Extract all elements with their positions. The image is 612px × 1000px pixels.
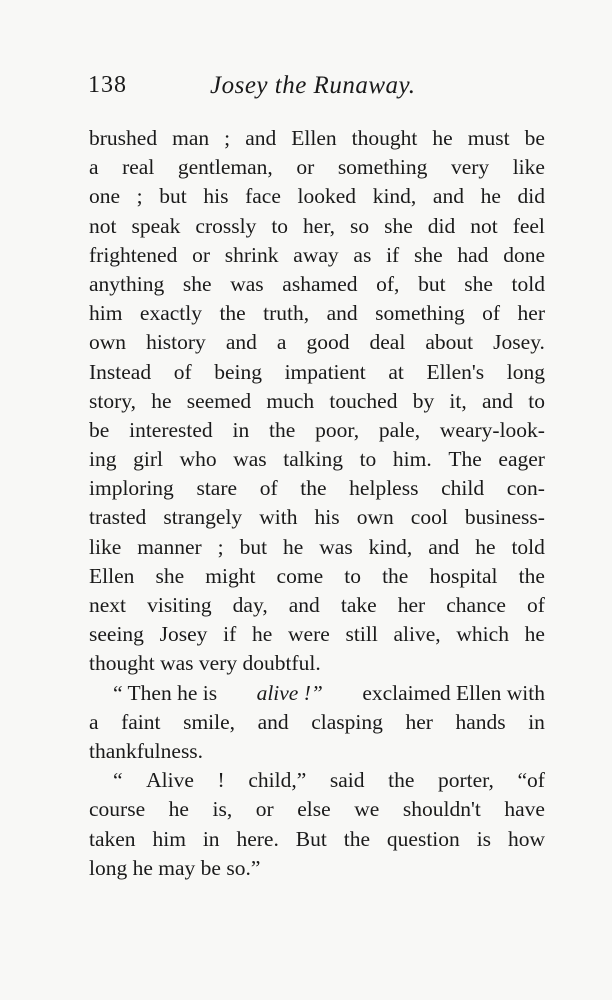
word: like [89,534,122,559]
word: stare [196,476,238,501]
word: which [456,622,509,647]
word: her [405,709,433,734]
word: hospital [429,563,498,588]
text-line [89,825,545,854]
text-line [89,533,545,562]
word: his [314,505,340,530]
word: must [467,126,510,150]
word: ; [136,184,143,209]
word: still [345,622,378,647]
word: a [89,155,99,180]
word: and [481,388,513,413]
word: is, [212,797,233,822]
text-line [89,766,545,795]
word: Josey. [493,330,545,355]
word: and [225,330,257,355]
word: or [192,242,211,267]
word: manner [137,534,202,559]
word: good [306,330,350,355]
word: truth, [263,301,310,326]
word: her, [303,213,335,238]
word: or [255,797,274,822]
word: the [219,301,246,326]
word: man [172,126,210,150]
word: and [245,126,277,150]
word: thought [351,126,418,150]
text-line [89,387,545,416]
word: and [257,709,289,734]
word: the [382,563,409,588]
text-line [89,270,545,299]
word: was [233,447,267,472]
word: in [528,709,545,734]
word: not [89,213,117,238]
word: gentleman, [177,155,273,180]
emphasis-text: alive !” [256,680,323,705]
page-number: 138 [88,72,127,98]
word: Ellen [291,126,337,150]
word: she [182,271,212,296]
word: interested [129,417,213,442]
text-line [89,474,545,503]
word: him. [392,447,432,472]
word: and [326,301,358,326]
word: anything [89,271,165,296]
word: of [482,301,501,326]
word: have [504,797,545,822]
word: to [528,388,545,413]
word: real [122,155,155,180]
word: of, [376,271,400,296]
word: come [276,563,324,588]
page-header [88,72,548,106]
word: Josey [159,622,208,647]
word: had [457,242,489,267]
word: he [168,797,189,822]
word: ing [89,447,117,472]
word: next [89,593,127,617]
text-line [89,445,545,474]
word: done [503,242,545,267]
word: was [319,534,353,559]
word: at [388,359,404,384]
word: her [397,593,426,617]
word: she [413,242,443,267]
word: by [412,388,435,413]
running-title: Josey the Runaway. [210,72,416,99]
word: exactly [139,301,202,326]
word: child,” [248,768,307,793]
word: very [450,155,490,180]
text-span: exclaimed Ellen with [362,680,545,705]
word: she [155,563,185,588]
word: the [269,417,296,442]
word: seemed [186,388,252,413]
text-line [89,416,545,445]
word: her [517,301,545,326]
word: not [470,213,498,238]
word: were [288,622,330,647]
word: and [432,184,464,209]
word: looked [297,184,357,209]
word: impatient [284,359,366,384]
word: much [266,388,315,413]
word: about [425,330,474,355]
word: he [283,534,304,559]
word: he [432,126,453,150]
word: of [259,476,278,501]
text-line [89,241,545,270]
word: the [518,563,545,588]
word: if [386,242,400,267]
word: being [214,359,262,384]
text-line [89,591,545,620]
word: Alive [146,768,194,793]
word: a [89,709,99,734]
text-line-mixed [89,679,545,708]
word: him [152,826,186,851]
word: his [203,184,229,209]
word: shouldn't [402,797,481,822]
word: is [476,826,492,851]
word: be [89,417,110,442]
text-line [89,708,545,737]
word: course [89,797,146,822]
word: alive, [393,622,441,647]
word: con- [506,476,545,501]
word: as [353,242,372,267]
text-line [89,562,545,591]
word: speak [131,213,181,238]
word: story, [89,388,136,413]
word: face [245,184,281,209]
word: porter, [438,768,494,793]
text-line: long he may be so.” [89,855,261,880]
word: one [89,184,121,209]
word: strangely [163,505,243,530]
word: ; [217,534,224,559]
text-line [89,182,545,211]
word: he [475,534,496,559]
word: like [512,155,545,180]
word: own [356,505,394,530]
word: question [386,826,460,851]
word: ; [224,126,231,150]
word: helpless [349,476,419,501]
word: but [418,271,446,296]
body-text [89,124,545,883]
word: smile, [183,709,236,734]
word: she [384,213,413,238]
word: the [300,476,327,501]
word: cool [410,505,448,530]
word: of [527,593,545,617]
word: but [159,184,187,209]
word: Instead [89,359,152,384]
word: but [239,534,268,559]
word: visiting [147,593,212,617]
word: and [428,534,460,559]
text-line: thought was very doubtful. [89,651,321,676]
word: pale, [378,417,421,442]
word: he [524,622,545,647]
text-line [89,620,545,649]
paragraph-2 [89,679,545,767]
word: might [205,563,256,588]
word: seeing [89,622,144,647]
word: or [296,155,315,180]
word: be [524,126,545,150]
word: trasted [89,505,147,530]
word: if [223,622,237,647]
text-line [89,358,545,387]
word: did [517,184,545,209]
word: a [276,330,287,355]
word: long [506,359,545,384]
word: eager [498,447,545,472]
word: else [297,797,331,822]
word: he [151,388,172,413]
paragraph-3 [89,766,545,883]
word: kind, [372,184,417,209]
word: chance [446,593,506,617]
word: to [359,447,377,472]
word: touched [329,388,398,413]
word: The [448,447,482,472]
word: said [329,768,365,793]
word: Ellen [89,563,135,588]
text-span: “ Then he is [113,680,218,705]
word: he [252,622,273,647]
word: who [179,447,217,472]
word: faint [121,709,161,734]
word: he [480,184,501,209]
word: “ [113,768,123,793]
word: brushed [89,126,158,150]
word: child [441,476,485,501]
text-line [89,124,545,153]
word: so [349,213,370,238]
word: feel [512,213,545,238]
word: told [511,534,545,559]
word: in [232,417,250,442]
word: of [173,359,192,384]
word: ! [217,768,225,793]
word: talking [283,447,343,472]
text-line [89,328,545,357]
word: take [340,593,377,617]
word: ashamed [282,271,358,296]
word: frightened [89,242,178,267]
word: told [511,271,545,296]
text-line: thankfulness. [89,738,204,763]
word: crossly [195,213,257,238]
word: the [388,768,415,793]
word: taken [89,826,136,851]
word: day, [232,593,268,617]
word: it, [449,388,467,413]
text-line [89,503,545,532]
word: “of [517,768,545,793]
word: she [464,271,493,296]
word: how [507,826,545,851]
word: to [271,213,289,238]
word: was [230,271,264,296]
word: weary-look- [439,417,545,442]
word: kind, [368,534,413,559]
text-line [89,299,545,328]
word: own [89,330,127,355]
word: imploring [89,476,174,501]
word: something [375,301,465,326]
word: history [146,330,206,355]
word: we [354,797,380,822]
word: poor, [315,417,360,442]
word: something [337,155,428,180]
paragraph-1 [89,124,545,679]
word: girl [133,447,163,472]
word: business- [464,505,545,530]
word: here. [236,826,279,851]
word: away [293,242,339,267]
word: to [344,563,361,588]
word: shrink [224,242,279,267]
word: Ellen's [426,359,485,384]
word: deal [369,330,406,355]
word: with [259,505,298,530]
text-line [89,212,545,241]
word: and [288,593,320,617]
word: the [343,826,371,851]
word: him [89,301,123,326]
word: did [427,213,456,238]
text-line [89,795,545,824]
text-line [89,153,545,182]
word: in [202,826,220,851]
word: clasping [311,709,383,734]
word: But [295,826,327,851]
word: hands [455,709,506,734]
